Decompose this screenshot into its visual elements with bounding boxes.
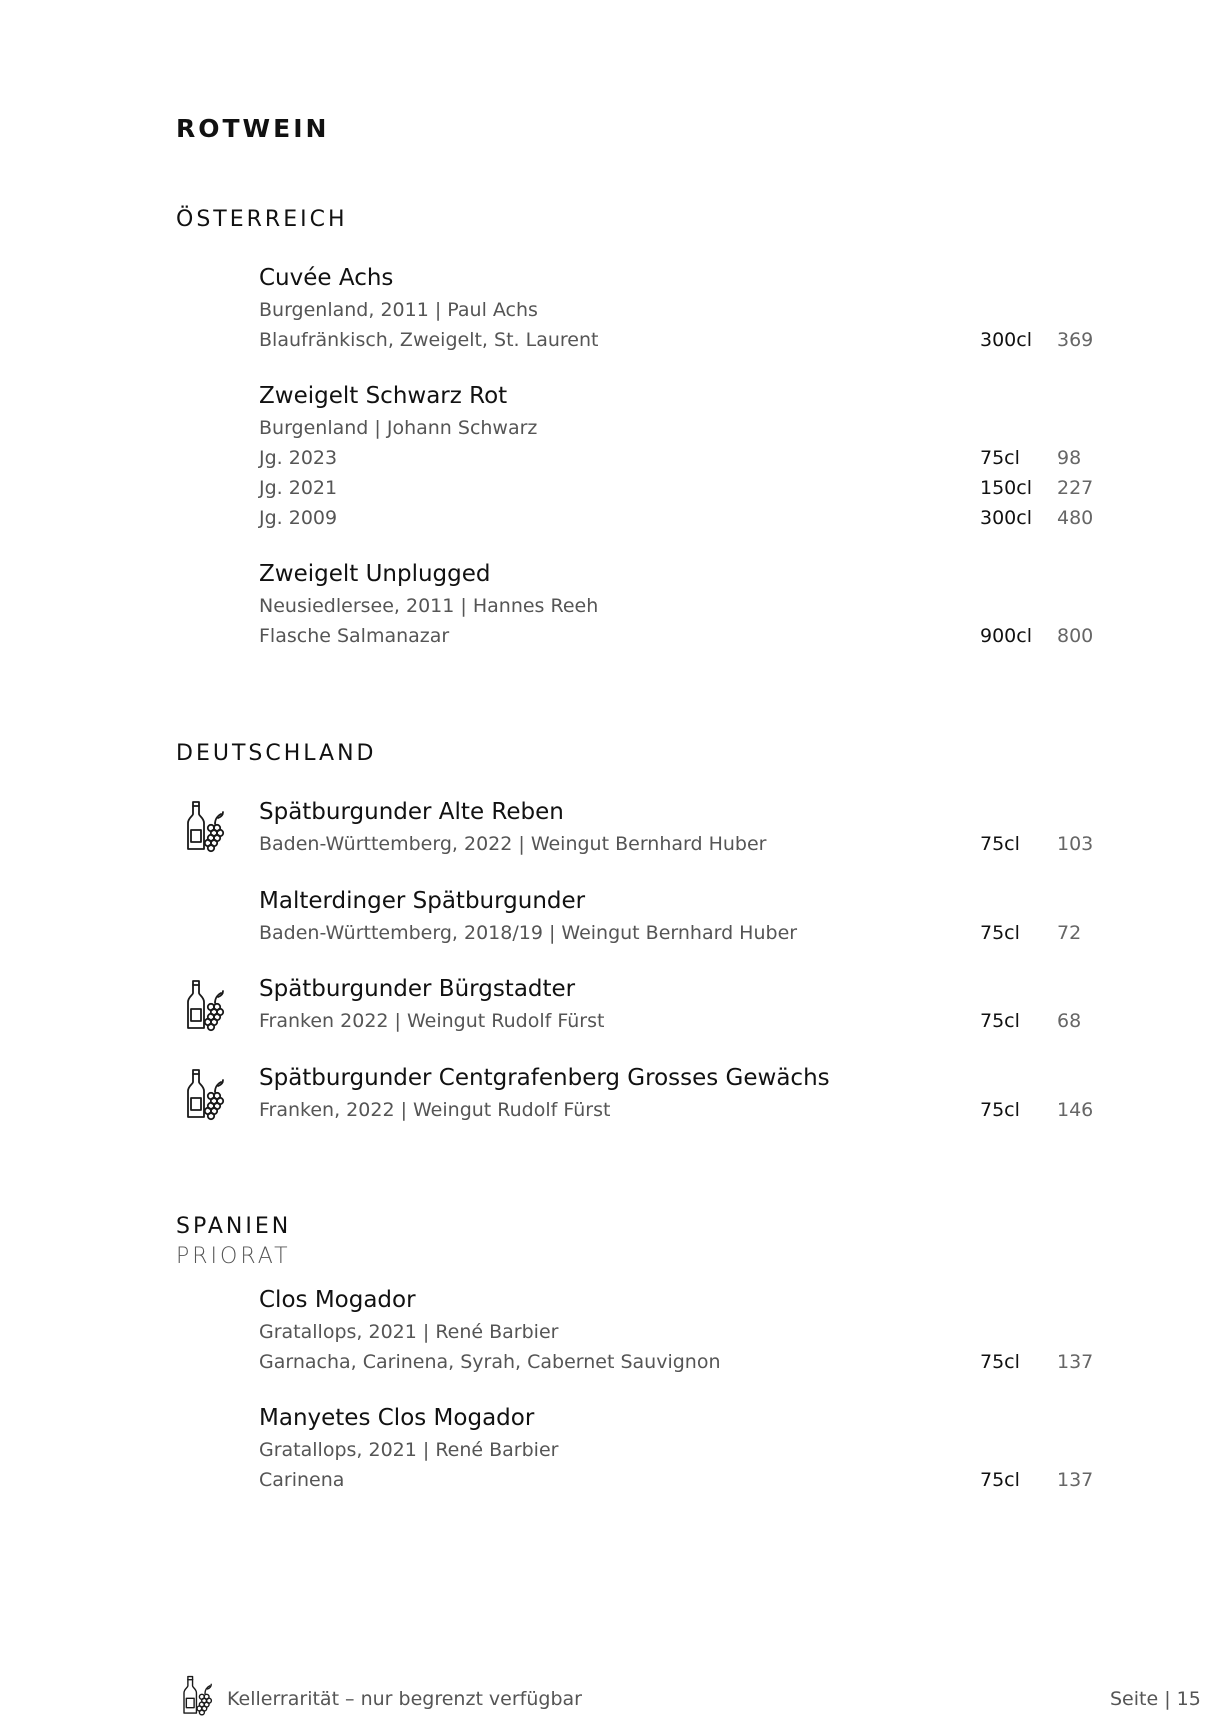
wine-format: Flasche Salmanazar [259,625,450,647]
wine-grapes: Garnacha, Carinena, Syrah, Cabernet Sauvignon [259,1351,721,1373]
wine-volume: 900cl [980,625,1032,647]
wine-vintage: Jg. 2021 [259,477,338,499]
wine-price: 480 [1057,507,1094,529]
wine-price: 146 [1057,1099,1094,1121]
wine-name: Spätburgunder Alte Reben [259,799,564,825]
wine-origin: Burgenland | Johann Schwarz [259,417,538,439]
wine-volume: 300cl [980,507,1032,529]
wine-vintage: Jg. 2009 [259,507,338,529]
wine-origin: Baden-Württemberg, 2018/19 | Weingut Bernhard Huber [259,922,798,944]
cellar-rarity-icon [183,800,229,854]
wine-name: Malterdinger Spätburgunder [259,888,586,914]
wine-name: Manyetes Clos Mogador [259,1405,535,1431]
wine-price: 369 [1057,329,1094,351]
wine-name: Clos Mogador [259,1287,416,1313]
wine-price: 800 [1057,625,1094,647]
wine-price: 68 [1057,1010,1082,1032]
wine-volume: 150cl [980,477,1032,499]
section-heading-austria: ÖSTERREICH [176,207,348,232]
wine-name: Cuvée Achs [259,265,394,291]
wine-volume: 75cl [980,922,1020,944]
cellar-rarity-icon [183,1068,229,1122]
page-number: Seite | 15 [1110,1688,1201,1710]
section-heading-germany: DEUTSCHLAND [176,741,377,766]
wine-vintage: Jg. 2023 [259,447,338,469]
wine-origin: Burgenland, 2011 | Paul Achs [259,299,538,321]
wine-volume: 300cl [980,329,1032,351]
wine-origin: Franken 2022 | Weingut Rudolf Fürst [259,1010,605,1032]
wine-origin: Gratallops, 2021 | René Barbier [259,1439,559,1461]
wine-price: 137 [1057,1469,1094,1491]
wine-volume: 75cl [980,1010,1020,1032]
wine-name: Spätburgunder Centgrafenberg Grosses Gewächs [259,1065,830,1091]
cellar-rarity-icon [180,1675,216,1717]
wine-origin: Gratallops, 2021 | René Barbier [259,1321,559,1343]
wine-volume: 75cl [980,1351,1020,1373]
wine-price: 137 [1057,1351,1094,1373]
wine-grapes: Carinena [259,1469,345,1491]
cellar-rarity-icon [183,979,229,1033]
wine-name: Zweigelt Unplugged [259,561,491,587]
wine-price: 98 [1057,447,1082,469]
wine-name: Spätburgunder Bürgstadter [259,976,576,1002]
page-title: ROTWEIN [176,114,330,143]
wine-volume: 75cl [980,833,1020,855]
wine-origin: Baden-Württemberg, 2022 | Weingut Bernhard Huber [259,833,767,855]
wine-volume: 75cl [980,447,1020,469]
wine-price: 103 [1057,833,1094,855]
wine-grapes: Blaufränkisch, Zweigelt, St. Laurent [259,329,599,351]
subregion-heading: PRIORAT [176,1244,291,1269]
wine-volume: 75cl [980,1469,1020,1491]
wine-name: Zweigelt Schwarz Rot [259,383,508,409]
wine-price: 227 [1057,477,1094,499]
section-heading-spain: SPANIEN [176,1214,292,1239]
wine-volume: 75cl [980,1099,1020,1121]
footer-legend: Kellerrarität – nur begrenzt verfügbar [227,1688,582,1710]
wine-price: 72 [1057,922,1082,944]
wine-origin: Neusiedlersee, 2011 | Hannes Reeh [259,595,599,617]
wine-origin: Franken, 2022 | Weingut Rudolf Fürst [259,1099,611,1121]
